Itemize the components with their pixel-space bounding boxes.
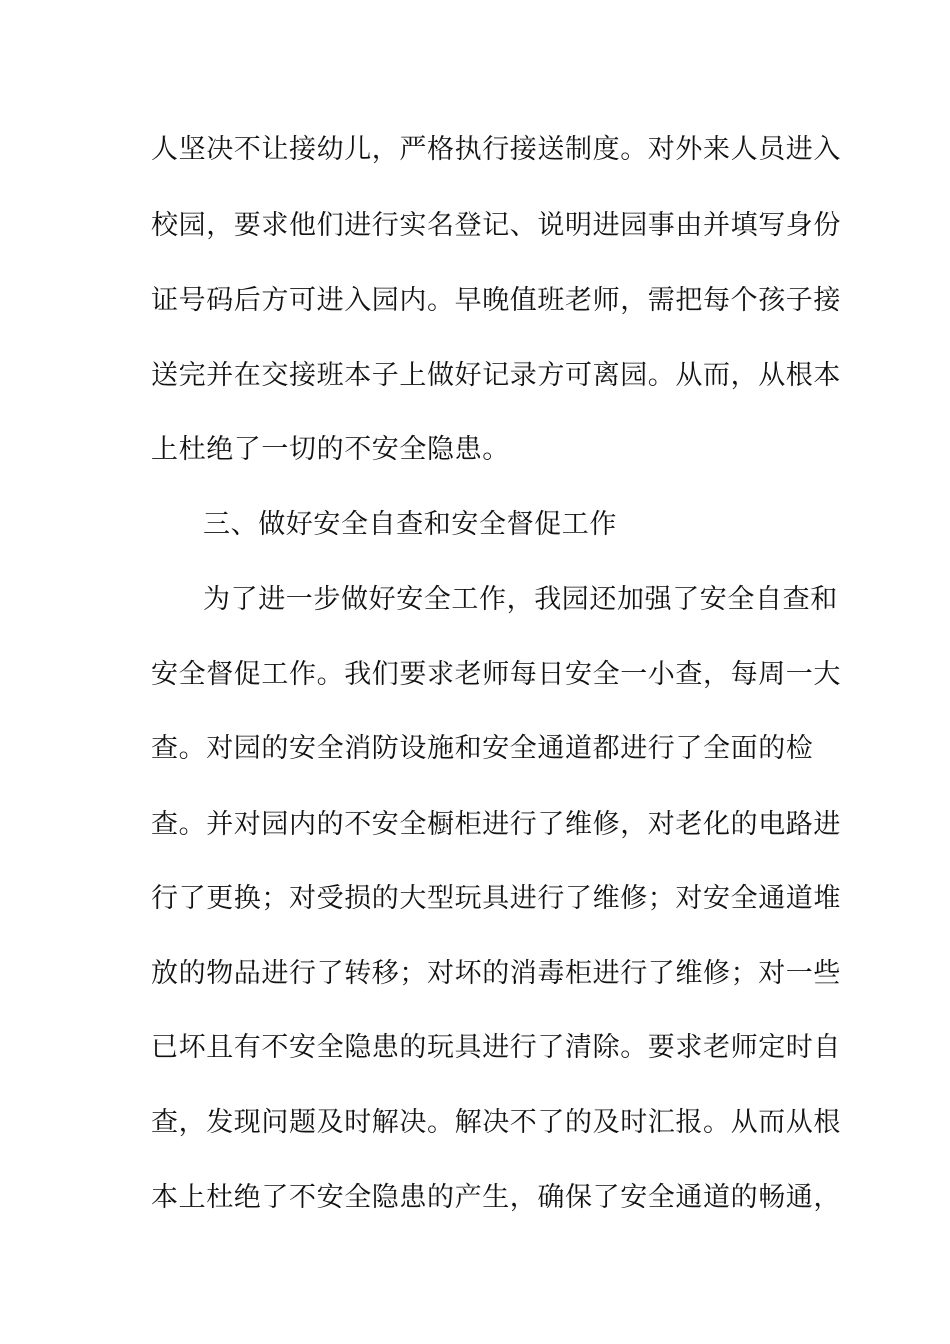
text-line-8: 安全督促工作。我们要求老师每日安全一小查，每周一大: [151, 659, 841, 690]
paragraph-first-line: 为了进一步做好安全工作，我园还加强了安全自查和: [203, 584, 838, 615]
text-line-13: 已坏且有不安全隐患的玩具进行了清除。要求老师定时自: [151, 1032, 841, 1063]
section-heading: 三、做好安全自查和安全督促工作: [203, 509, 617, 540]
text-line-12: 放的物品进行了转移；对坏的消毒柜进行了维修；对一些: [151, 958, 841, 989]
text-line-10: 查。并对园内的不安全橱柜进行了维修，对老化的电路进: [151, 809, 841, 840]
text-line-9: 查。对园的安全消防设施和安全通道都进行了全面的检: [151, 733, 814, 764]
text-line-11: 行了更换；对受损的大型玩具进行了维修；对安全通道堆: [151, 883, 841, 914]
text-line-4: 送完并在交接班本子上做好记录方可离园。从而，从根本: [151, 360, 841, 391]
text-line-15: 本上杜绝了不安全隐患的产生，确保了安全通道的畅通，: [151, 1182, 841, 1213]
text-line-14: 查，发现问题及时解决。解决不了的及时汇报。从而从根: [151, 1107, 841, 1138]
text-line-3: 证号码后方可进入园内。早晚值班老师，需把每个孩子接: [151, 285, 841, 316]
text-line-5: 上杜绝了一切的不安全隐患。: [151, 434, 510, 465]
text-line-2: 校园，要求他们进行实名登记、说明进园事由并填写身份: [151, 210, 841, 241]
text-line-1: 人坚决不让接幼儿，严格执行接送制度。对外来人员进入: [151, 134, 841, 165]
